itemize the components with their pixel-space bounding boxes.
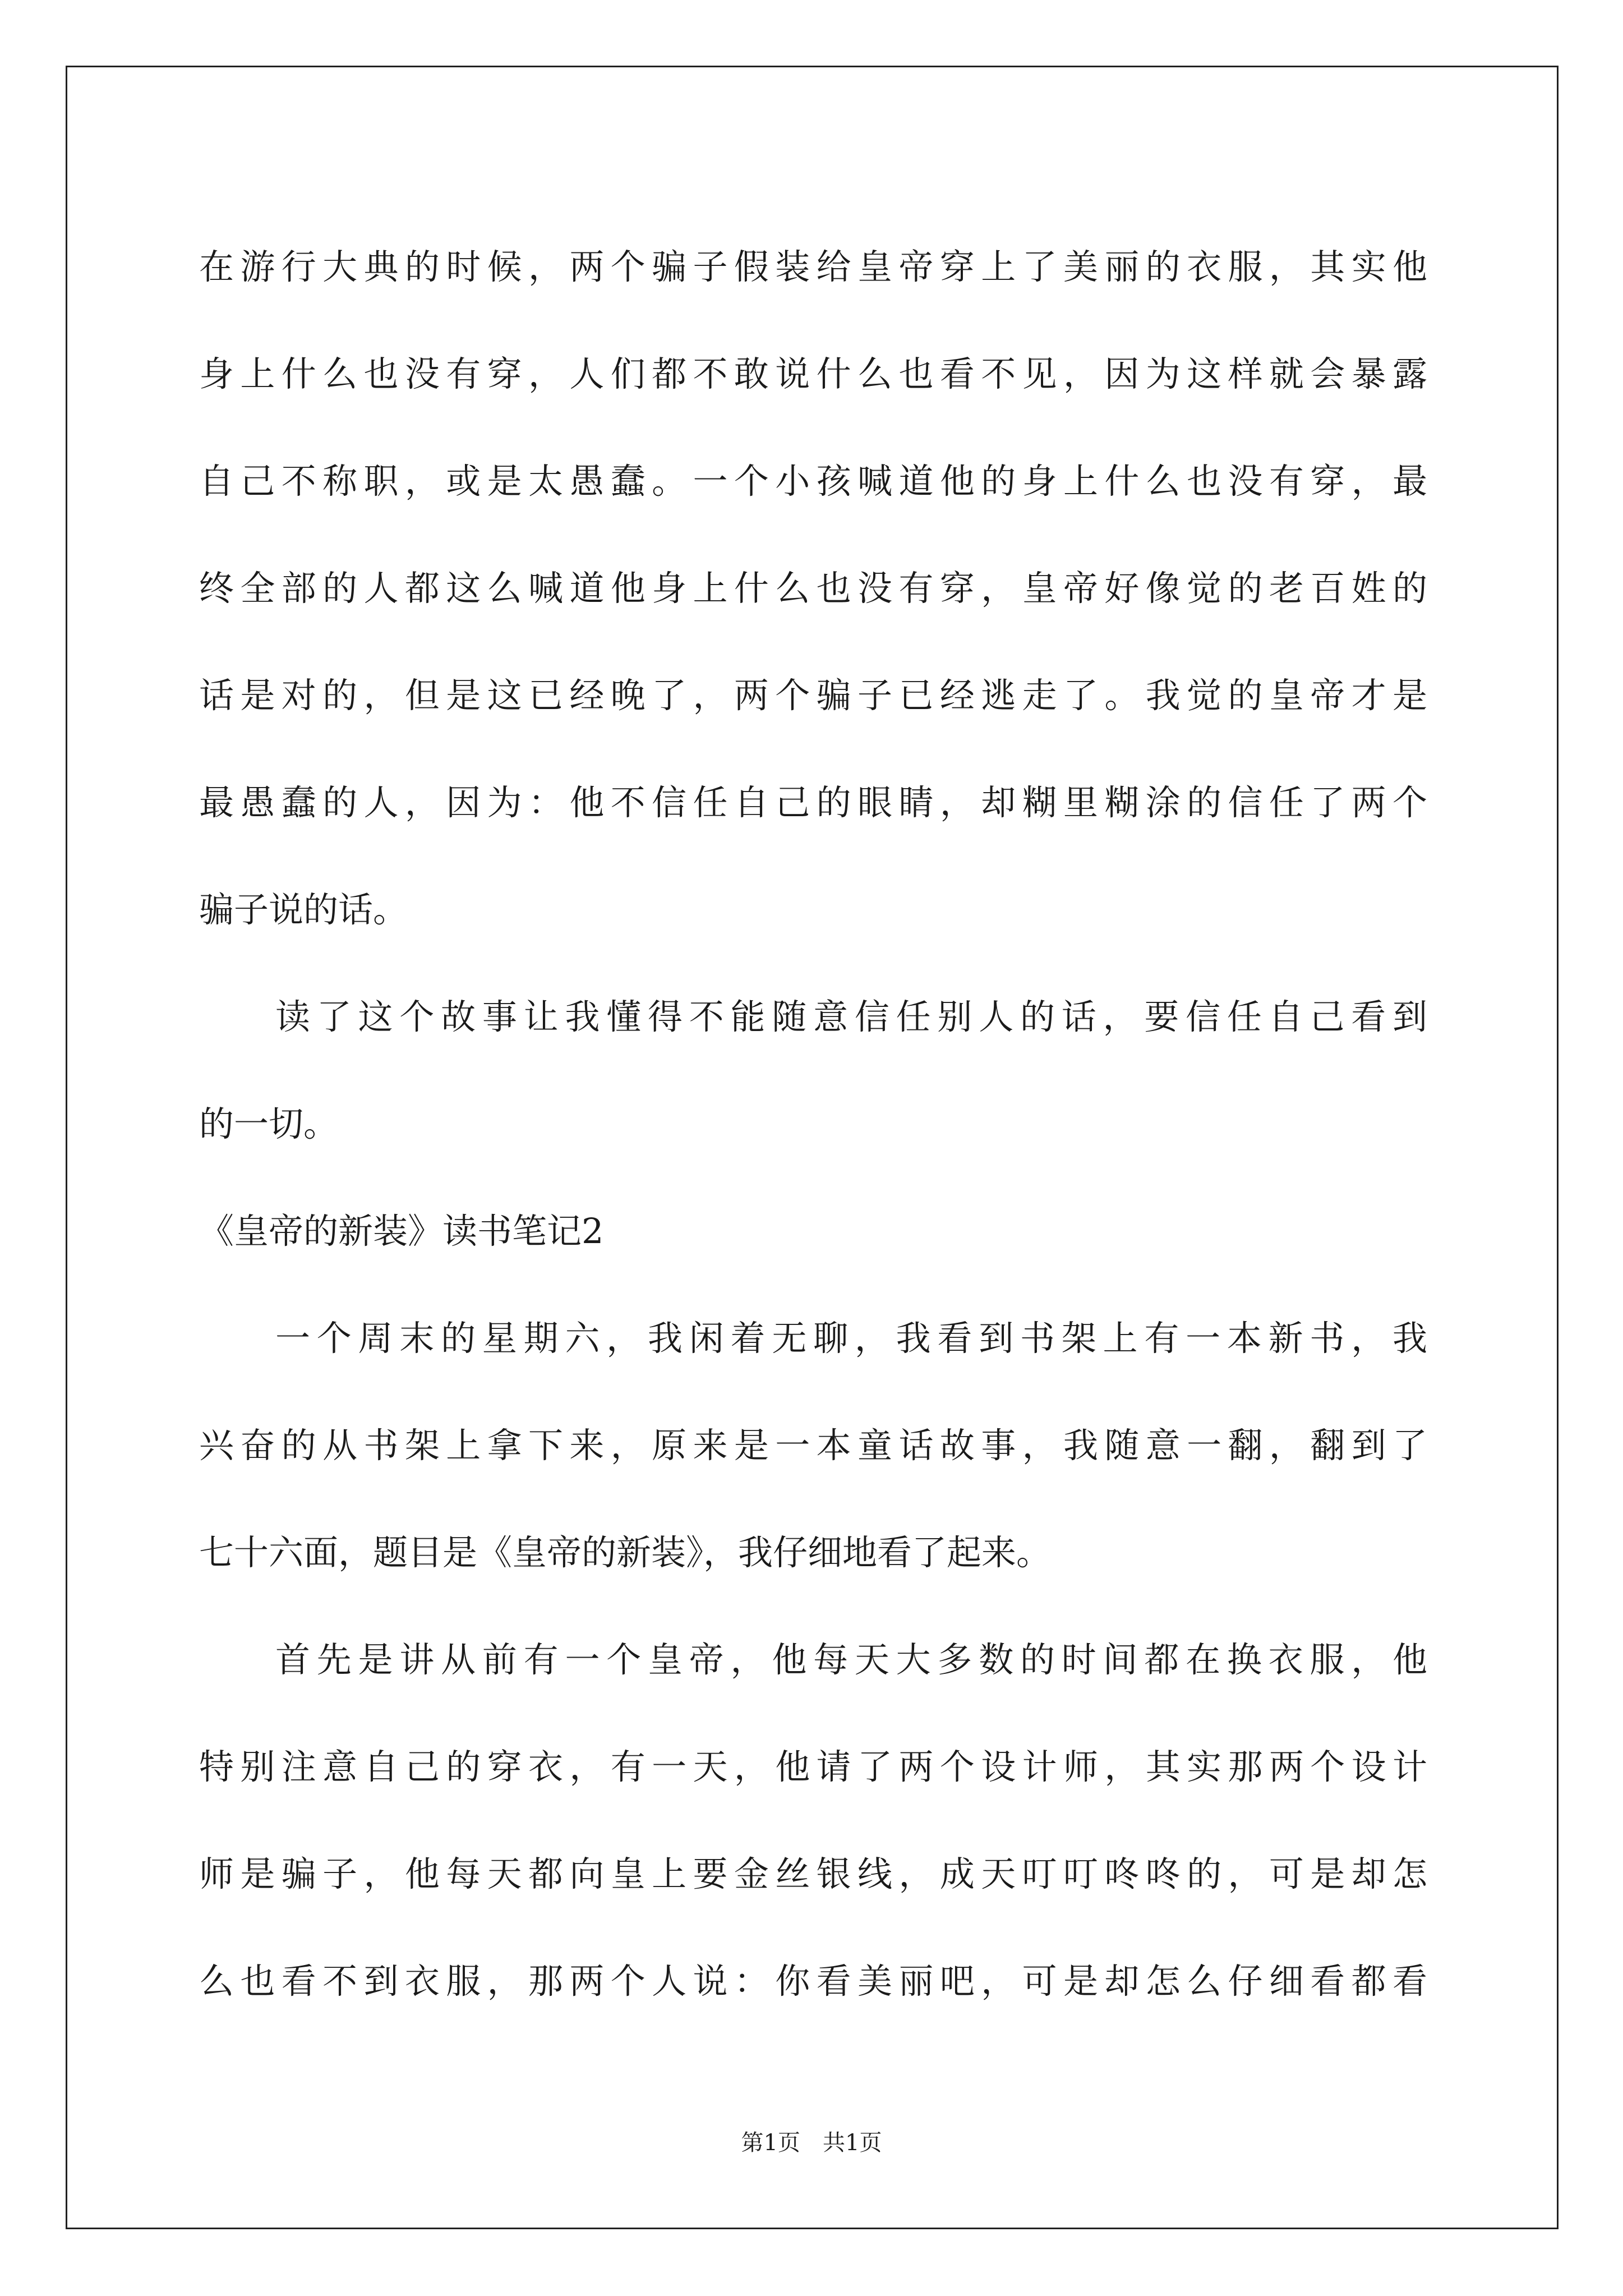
page-footer: 第1页 共1页 (741, 2130, 882, 2156)
text-line: 首先是讲从前有一个皇帝，他每天大多数的时间都在换衣服，他 (275, 1639, 1427, 1680)
text-line: 终全部的人都这么喊道他身上什么也没有穿，皇帝好像觉的老百姓的 (199, 568, 1427, 609)
text-line: 骗子说的话。 (199, 889, 408, 930)
text-line: 么也看不到衣服，那两个人说：你看美丽吧，可是却怎么仔细看都看 (199, 1961, 1427, 2001)
text-line: 兴奋的从书架上拿下来，原来是一本童话故事，我随意一翻，翻到了 (199, 1425, 1427, 1466)
text-line: 话是对的，但是这已经晚了，两个骗子已经逃走了。我觉的皇帝才是 (199, 675, 1427, 716)
text-line: 的一切。 (199, 1103, 339, 1144)
text-line: 一个周末的星期六，我闲着无聊，我看到书架上有一本新书，我 (275, 1318, 1427, 1359)
text-line: 身上什么也没有穿，人们都不敢说什么也看不见，因为这样就会暴露 (199, 353, 1427, 394)
text-line: 读了这个故事让我懂得不能随意信任别人的话，要信任自己看到 (275, 996, 1427, 1037)
text-line: 在游行大典的时候，两个骗子假装给皇帝穿上了美丽的衣服，其实他 (199, 246, 1427, 287)
section-heading: 《皇帝的新装》读书笔记2 (199, 1211, 604, 1251)
text-line: 七十六面，题目是《皇帝的新装》，我仔细地看了起来。 (199, 1532, 1052, 1573)
document-body (199, 213, 1427, 2035)
text-line: 最愚蠢的人，因为：他不信任自己的眼睛，却糊里糊涂的信任了两个 (199, 782, 1427, 823)
text-line: 特别注意自己的穿衣，有一天，他请了两个设计师，其实那两个设计 (199, 1746, 1427, 1787)
text-line: 师是骗子，他每天都向皇上要金丝银线，成天叮叮咚咚的，可是却怎 (199, 1853, 1427, 1894)
text-line: 自己不称职，或是太愚蠢。一个小孩喊道他的身上什么也没有穿，最 (199, 461, 1427, 501)
